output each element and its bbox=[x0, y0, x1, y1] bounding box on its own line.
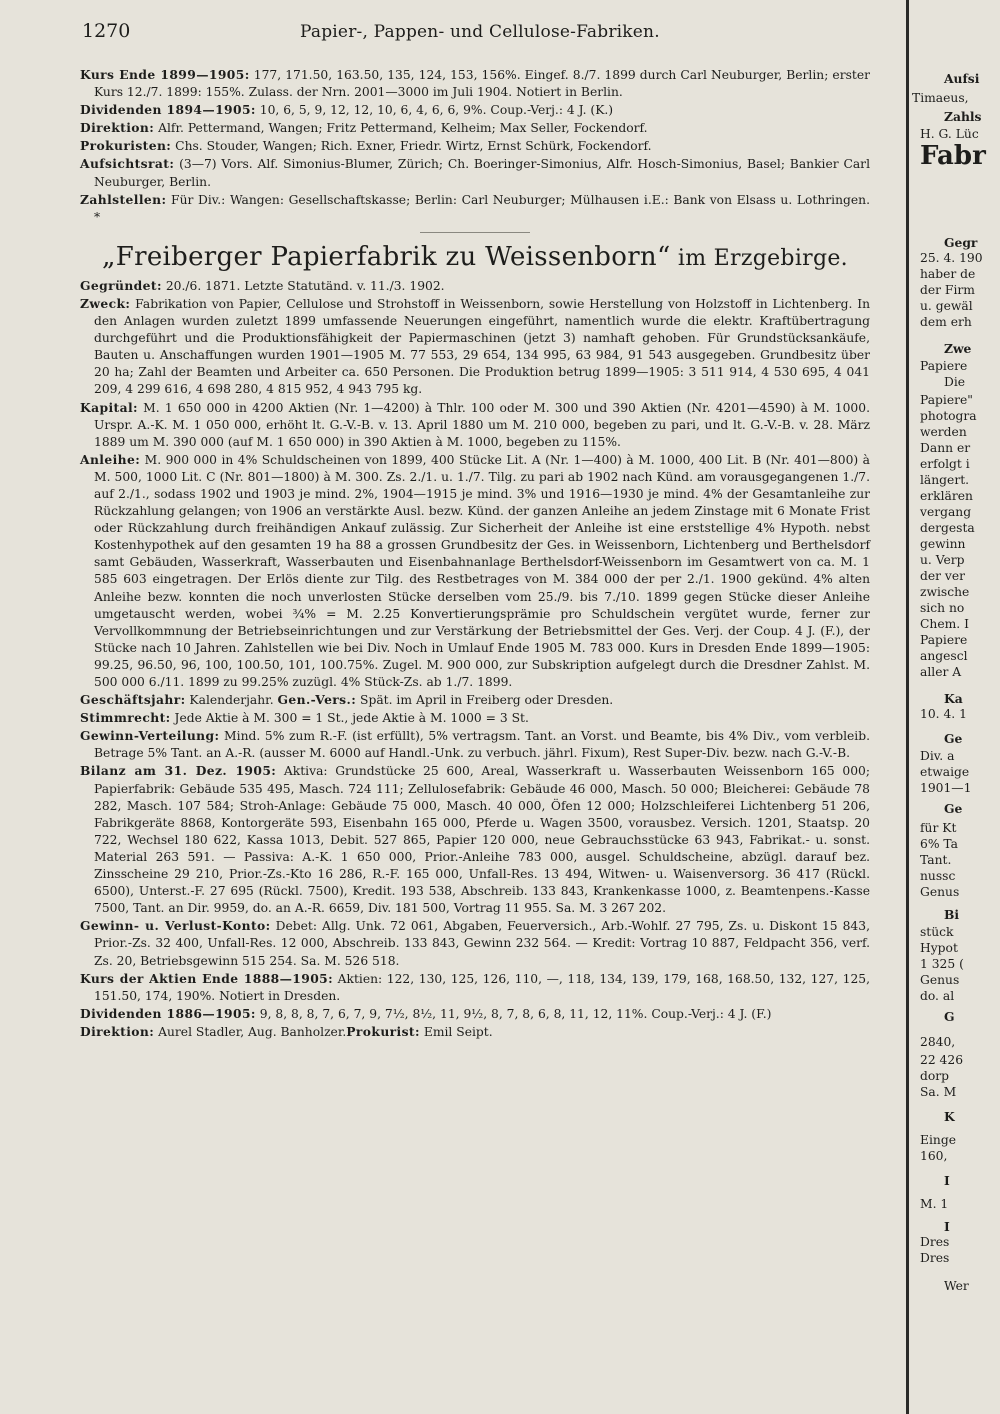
entry-paragraph bbox=[80, 970, 870, 1005]
side-column-line: Gegr bbox=[944, 235, 978, 250]
section-label: Zahlstellen: bbox=[80, 191, 167, 207]
entry-separator bbox=[420, 232, 530, 233]
entry-paragraph bbox=[80, 709, 870, 727]
side-column-line: u. gewäl bbox=[920, 299, 973, 313]
section-label: Zweck: bbox=[80, 295, 131, 311]
section-label: Direktion: bbox=[80, 1023, 155, 1039]
side-column-line: Dann er bbox=[920, 441, 971, 455]
side-column-line: etwaige bbox=[920, 765, 970, 779]
section-label: Prokuristen: bbox=[80, 138, 172, 154]
section-text: Mind. 5% zum R.-F. (ist erfüllt), 5% vertragsm. Tant. an Vorst. und Beamte, bis 4% Div., vom verbleib. Betrage 5% Tant. an A.-R. (ausser M. 6000 auf Handl.-Unk. zu verbuch. jährl. Fixum), Rest Super-Div. bezw. nach G.-V.-B. bbox=[94, 729, 870, 761]
section-text: Chs. Stouder, Wangen; Rich. Exner, Friedr. Wirtz, Ernst Schürk, Fockendorf. bbox=[171, 139, 652, 154]
section-text: 9, 8, 8, 8, 7, 6, 7, 9, 7½, 8½, 11, 9½, 8, 7, 8, 6, 8, 11, 12, 11%. Coup.-Verj.: 4 J. (F.) bbox=[255, 1006, 772, 1021]
side-column-line: erfolgt i bbox=[920, 457, 970, 471]
side-column-line: Aufsi bbox=[944, 71, 980, 86]
section-label: Gewinn- u. Verlust-Konto: bbox=[80, 918, 271, 934]
side-column-line: G bbox=[944, 1009, 955, 1024]
side-column-line: Chem. I bbox=[920, 617, 969, 631]
side-column-line: Zwe bbox=[944, 341, 972, 356]
entry-paragraph bbox=[80, 399, 870, 451]
side-column-line: dorp bbox=[920, 1069, 950, 1083]
side-column-line: erklären bbox=[920, 489, 973, 503]
side-column-line: Papiere" bbox=[920, 393, 973, 407]
side-column-line: Bi bbox=[944, 907, 960, 922]
entry-paragraph bbox=[80, 917, 870, 969]
side-column-line: Papiere bbox=[920, 633, 968, 647]
side-column-line: 25. 4. 190 bbox=[920, 251, 983, 265]
section-text: Jede Aktie à M. 300 = 1 St., jede Aktie à M. 1000 = 3 St. bbox=[170, 711, 529, 726]
side-column-line: Fabr bbox=[920, 141, 986, 171]
side-column-line: der ver bbox=[920, 569, 966, 583]
section-label: Aufsichtsrat: bbox=[80, 156, 175, 172]
side-column-line: Ka bbox=[944, 691, 963, 706]
section-text: 177, 171.50, 163.50, 135, 124, 153, 156%. Eingef. 8./7. 1899 durch Carl Neuburger, Berlin; erster Kurs 12./7. 1899: 155%. Zulass. der Nrn. 2001—3000 im Juli 1904. Notiert in Berlin. bbox=[94, 68, 870, 100]
entry-paragraph bbox=[80, 155, 870, 190]
side-column-line: 2840, bbox=[920, 1035, 956, 1049]
entry-paragraph bbox=[80, 191, 870, 226]
running-head: Papier-, Pappen- und Cellulose-Fabriken. bbox=[300, 22, 660, 42]
section-label: Gewinn-Verteilung: bbox=[80, 728, 220, 744]
side-column-line: Dres bbox=[920, 1251, 950, 1265]
side-column-line: Papiere bbox=[920, 359, 968, 373]
side-column-line: stück bbox=[920, 925, 954, 939]
side-column-line: 1 325 ( bbox=[920, 957, 964, 971]
column-divider bbox=[906, 0, 909, 1414]
entry-paragraph bbox=[80, 277, 870, 295]
company-name: „Freiberger Papierfabrik zu Weissenborn“ bbox=[102, 241, 671, 272]
entry-paragraph bbox=[80, 451, 870, 691]
section-text: Fabrikation von Papier, Cellulose und Strohstoff in Weissenborn, sowie Herstellung von Holzstoff in Lichtenberg. In den Anlagen wurden zuletzt 1899 umfassende Neuerungen eingeführt, namentlich wurde die elektr. Kraftübertragung durchgeführt und die Produktionsfähigkeit der Papiermaschinen (jetzt 3) namhaft gehoben. Für Grundstücksankäufe, Bauten u. Anschaffungen wurden 1901—1905 M. 77 553, 29 654, 134 995, 63 984, 91 543 ausgegeben. Grundbesitz über 20 ha; Zahl der Beamten und Arbeiter ca. 650 Personen. Die Produktion betrug 1899—1905: 3 511 914, 4 530 695, 4 041 209, 4 299 616, 4 698 280, 4 815 952, 4 943 795 kg. bbox=[94, 296, 870, 397]
section-label: Kapital: bbox=[80, 399, 138, 415]
side-column-line: H. G. Lüc bbox=[920, 127, 979, 141]
entry-paragraph bbox=[80, 1005, 870, 1023]
side-column-line: der Firm bbox=[920, 283, 975, 297]
side-column-line: sich no bbox=[920, 601, 965, 615]
side-column-line: Tant. bbox=[920, 853, 952, 867]
side-column-line: Hypot bbox=[920, 941, 958, 955]
section-label: Bilanz am 31. Dez. 1905: bbox=[80, 763, 277, 779]
side-column-line: haber de bbox=[920, 267, 976, 281]
side-column-line: dem erh bbox=[920, 315, 972, 329]
side-column-line: Genus bbox=[920, 973, 960, 987]
side-column-line: Timaeus, bbox=[912, 91, 969, 105]
side-column-line: Wer bbox=[944, 1279, 969, 1293]
section-label: Dividenden 1894—1905: bbox=[80, 102, 256, 118]
section-label: Direktion: bbox=[80, 120, 155, 136]
section-label: Gen.-Vers.: bbox=[277, 692, 357, 708]
side-column-line: Div. a bbox=[920, 749, 955, 763]
side-column-line: längert. bbox=[920, 473, 970, 487]
side-column-line: Dres bbox=[920, 1235, 950, 1249]
company-location: im Erzgebirge. bbox=[670, 245, 848, 271]
section-text: Aktien: 122, 130, 125, 126, 110, —, 118, 134, 139, 179, 168, 168.50, 132, 127, 125, 151.50, 174, 190%. Notiert in Dresden. bbox=[94, 971, 870, 1003]
company-entry-sections bbox=[80, 277, 870, 1041]
side-column-line: nussc bbox=[920, 869, 956, 883]
side-column-line: I bbox=[944, 1173, 950, 1188]
side-column-line: gewinn bbox=[920, 537, 966, 551]
section-text: Für Div.: Wangen: Gesellschaftskasse; Berlin: Carl Neuburger; Mülhausen i.E.: Bank von Elsass u. Lothringen. * bbox=[94, 192, 870, 224]
section-text: M. 900 000 in 4% Schuldscheinen von 1899, 400 Stücke Lit. A (Nr. 1—400) à M. 1000, 400 Lit. B (Nr. 401—800) à M. 500, 1000 Lit. C (Nr. 801—1800) à M. 300. Zs. 2./1. u. 1./7. Tilg. zu pari ab 1902 nach Künd. am vorausgegangenen 1./7. auf 2./1., sodass 1902 und 1903 je mind. 2%, 1904—1915 je mind. 3% und 1916—1930 je mind. 4% der Gesamtanleihe zur Rückzahlung gelangen; von 1906 an verstärkte Ausl. bezw. Künd. der ganzen Anleihe an jedem Zinstage mit 6 Monate Frist oder Rückzahlung durch freihändigen Ankauf zulässig. Zur Sicherheit der Anleihe ist eine erststellige 4% Hypoth. nebst Kostenhypothek auf den gesamten 19 ha 88 a grossen Grundbesitz der Ges. in Weissenborn, Lichtenberg und Berthelsdorf samt Gebäuden, Wasserkraft, Wasserbauten und Eisenbahnanlage Berthelsdorf-Weissenborn im Gesamtwert von ca. M. 1 585 603 eingetragen. Der Erlös diente zur Tilg. des Restbetrages von M. 384 000 der per 2./1. 1900 gekünd. 4% alten Anleihe bezw. konnten die noch unverlosten Stücke derselben vom 25./9. bis 7./10. 1899 gegen Stücke dieser Anleihe umgetauscht werden, wobei ¾% = M. 2.25 Konvertierungsprämie pro Schuldschein vergütet wurde, ferner zur Vervollkommnung der Betriebseinrichtungen und zur Verstärkung der Betriebsmittel der Ges. Verj. der Coup. 4 J. (F.), der Stücke nach 10 Jahren. Zahlstellen wie bei Div. Noch in Umlauf Ende 1905 M. 783 000. Kurs in Dresden Ende 1899—1905: 99.25, 96.50, 96, 100, 100.50, 101, 100.75%. Zugel. M. 900 000, zur Subskription aufgelegt durch die Dresdner Zahlst. M. 500 000 6./11. 1899 zu 99.25% zuzügl. 4% Stück-Zs. ab 1./7. 1899. bbox=[94, 452, 870, 689]
section-text: Aurel Stadler, Aug. Banholzer. bbox=[154, 1024, 347, 1039]
previous-company-entry bbox=[80, 66, 870, 226]
entry-paragraph bbox=[80, 101, 870, 119]
side-column-line: 160, bbox=[920, 1149, 948, 1163]
section-label: Kurs der Aktien Ende 1888—1905: bbox=[80, 970, 334, 986]
section-text: 10, 6, 5, 9, 12, 12, 10, 6, 4, 6, 6, 9%. Coup.-Verj.: 4 J. (K.) bbox=[255, 103, 614, 118]
section-text: M. 1 650 000 in 4200 Aktien (Nr. 1—4200) à Thlr. 100 oder M. 300 und 390 Aktien (Nr. 4201—4590) à M. 1000. Urspr. A.-K. M. 1 050 000, erhöht lt. G.-V.-B. v. 13. April 1880 um M. 210 000, begeben zu pari, und lt. G.-V.-B. v. 28. März 1889 um M. 390 000 (auf M. 1 650 000) in 390 Aktien à M. 1000, begeben zu 115%. bbox=[94, 400, 870, 449]
side-column-line: für Kt bbox=[920, 821, 957, 835]
entry-paragraph bbox=[80, 119, 870, 137]
side-column-line: Zahls bbox=[944, 109, 982, 124]
side-column-line: angescl bbox=[920, 649, 968, 663]
side-column-line: Ge bbox=[944, 731, 963, 746]
side-column-line: 1901—1 bbox=[920, 781, 972, 795]
company-title bbox=[80, 241, 870, 275]
side-column-line: 10. 4. 1 bbox=[920, 707, 967, 721]
section-text: Spät. im April in Freiberg oder Dresden. bbox=[356, 693, 614, 708]
section-text: Emil Seipt. bbox=[419, 1024, 493, 1039]
side-column-line: werden bbox=[920, 425, 967, 439]
section-label: Prokurist: bbox=[346, 1023, 420, 1039]
side-column-line: Genus bbox=[920, 885, 960, 899]
section-text: 20./6. 1871. Letzte Statutänd. v. 11./3. 1902. bbox=[161, 278, 445, 293]
section-label: Anleihe: bbox=[80, 451, 141, 467]
main-column bbox=[80, 66, 870, 1041]
entry-paragraph bbox=[80, 762, 870, 917]
section-label: Stimmrecht: bbox=[80, 710, 171, 726]
side-column-line: 22 426 bbox=[920, 1053, 964, 1067]
entry-paragraph bbox=[80, 137, 870, 155]
side-column-line: I bbox=[944, 1219, 950, 1234]
section-text: Aktiva: Grundstücke 25 600, Areal, Wasserkraft u. Wasserbauten Weissenborn 165 000; Papierfabrik: Gebäude 535 495, Masch. 724 111; Zellulosefabrik: Gebäude 46 000, Masch. 50 000; Bleicherei: Gebäude 78 282, Masch. 107 584; Stroh-Anlage: Gebäude 75 000, Masch. 40 000, Öfen 12 000; Holzschleiferei Lichtenberg 51 206, Fabrikgeräte 8868, Kontorgeräte 593, Eisenbahn 165 000, Pferde u. Wagen 3500, vorausbez. Versich. 1201, Staatsp. 20 722, Wechsel 180 622, Kassa 1013, Debit. 527 865, Papier 120 000, neue Gebrauchsstücke 63 943, Fabrikat.- u. sonst. Material 263 591. — Passiva: A.-K. 1 650 000, Prior.-Anleihe 783 000, ausgel. Schuldscheine, abzügl. darauf bez. Zinsscheine 29 210, Prior.-Zs.-Kto 16 286, R.-F. 165 000, Unfall-Res. 13 494, Witwen- u. Waisenversorg. 36 417 (Rückl. 6500), Unterst.-F. 27 695 (Rückl. 7500), Kredit. 193 538, Abschreib. 133 843, Krankenkasse 1000, z. Beamtenpens.-Kasse 7500, Tant. an Dir. 9959, do. an A.-R. 6659, Div. 181 500, Vortrag 11 955. Sa. M. 3 267 202. bbox=[94, 764, 870, 916]
side-column-line: do. al bbox=[920, 989, 955, 1003]
side-column-line: K bbox=[944, 1109, 955, 1124]
side-column-line: 6% Ta bbox=[920, 837, 958, 851]
side-column-line: zwische bbox=[920, 585, 970, 599]
side-column-line: u. Verp bbox=[920, 553, 965, 567]
entry-paragraph bbox=[80, 691, 870, 709]
side-column-line: dergesta bbox=[920, 521, 975, 535]
entry-paragraph bbox=[80, 1023, 870, 1041]
side-column-line: Die bbox=[944, 375, 966, 389]
section-label: Dividenden 1886—1905: bbox=[80, 1005, 256, 1021]
side-column-line: M. 1 bbox=[920, 1197, 949, 1211]
section-text: Debet: Allg. Unk. 72 061, Abgaben, Feuerversich., Arb.-Wohlf. 27 795, Zs. u. Diskont 15 843, Prior.-Zs. 32 400, Unfall-Res. 12 000, Abschreib. 133 843, Gewinn 232 564. — Kredit: Vortrag 10 887, Feldpacht 356, verf. Zs. 20, Betriebsgewinn 515 254. Sa. M. 526 518. bbox=[94, 919, 870, 968]
section-label: Geschäftsjahr: bbox=[80, 692, 186, 708]
side-column-line: Einge bbox=[920, 1133, 956, 1147]
adjacent-column-fragment bbox=[912, 0, 1000, 1414]
side-column-line: Ge bbox=[944, 801, 963, 816]
side-column-line: Sa. M bbox=[920, 1085, 957, 1099]
section-label: Kurs Ende 1899—1905: bbox=[80, 67, 250, 82]
section-text: (3—7) Vors. Alf. Simonius-Blumer, Zürich; Ch. Boeringer-Simonius, Alfr. Hosch-Simonius, Basel; Bankier Carl Neuburger, Berlin. bbox=[94, 157, 870, 189]
entry-paragraph bbox=[80, 295, 870, 399]
page-number: 1270 bbox=[82, 20, 131, 42]
entry-paragraph bbox=[80, 66, 870, 101]
entry-paragraph bbox=[80, 727, 870, 762]
side-column-line: photogra bbox=[920, 409, 977, 423]
section-text: Alfr. Pettermand, Wangen; Fritz Pettermand, Kelheim; Max Seller, Fockendorf. bbox=[154, 121, 648, 136]
side-column-line: vergang bbox=[920, 505, 972, 519]
side-column-line: aller A bbox=[920, 665, 962, 679]
section-label: Gegründet: bbox=[80, 277, 162, 293]
section-text: Kalenderjahr. bbox=[185, 693, 278, 708]
